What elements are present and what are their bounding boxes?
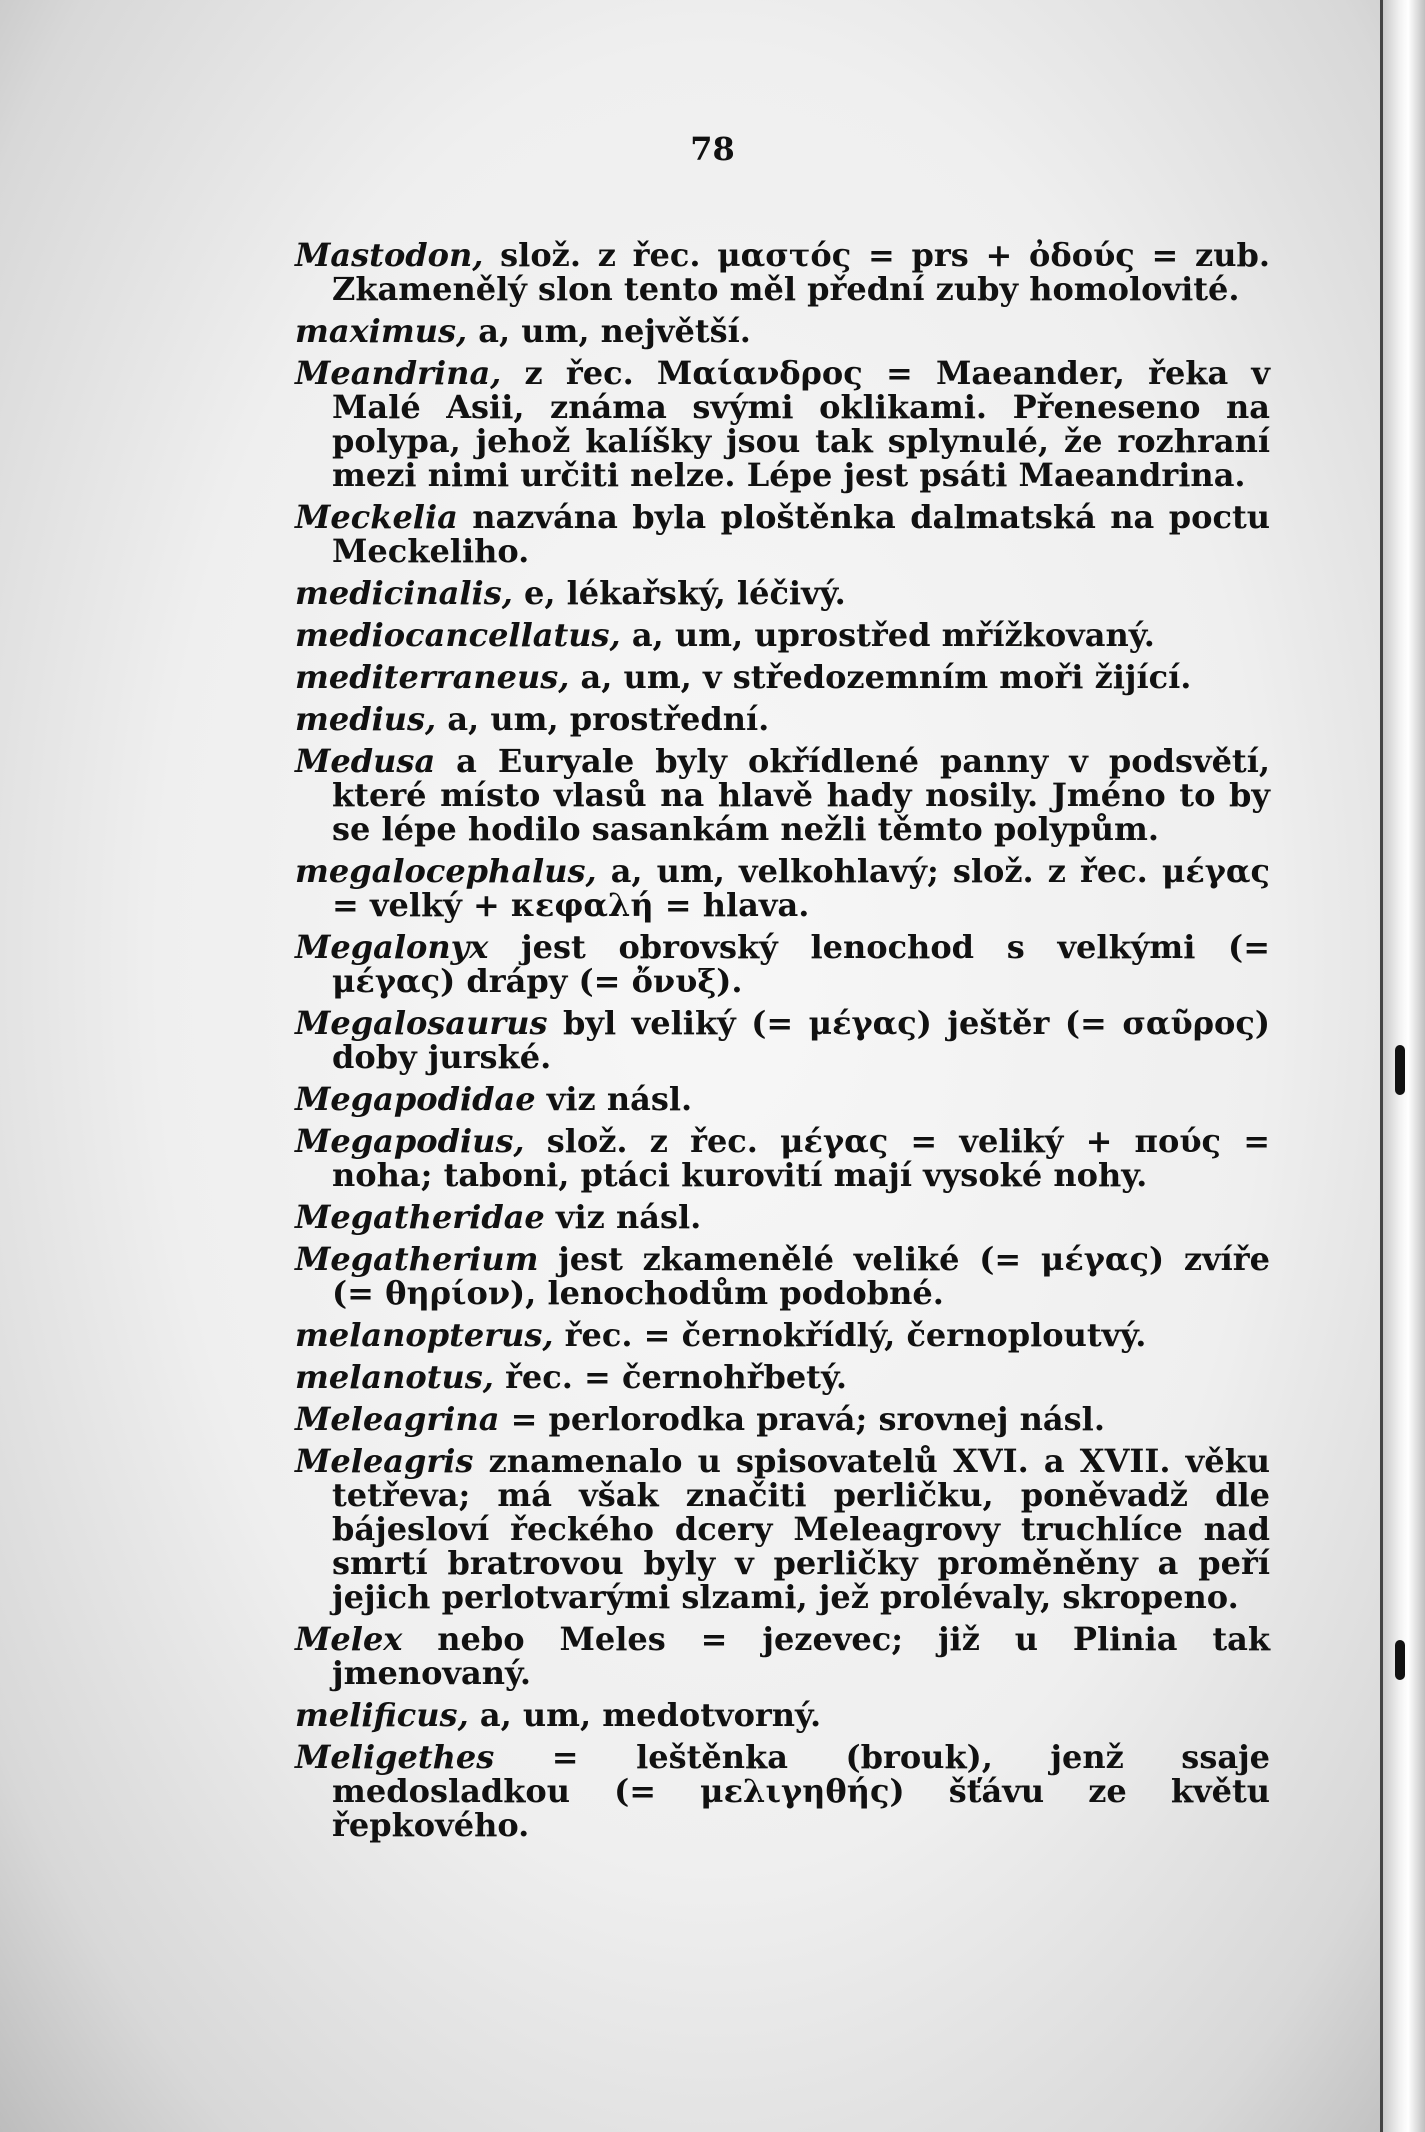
entry-term: Mastodon, <box>295 236 484 274</box>
entry-definition: z řec. Μαίανδρος = Maeander, řeka v Malé Asii, známa svými oklikami. Přeneseno na polypa, jehož kalíšky jsou tak splynulé, že rozhraní mezi nimi určiti nelze. Lépe jest psáti Maeandrina. <box>332 354 1270 494</box>
dictionary-entry <box>295 1402 1270 1436</box>
entry-definition: a Euryale byly okřídlené panny v podsvětí, které místo vlasů na hlavě hady nosily. Jméno to by se lépe hodilo sasankám nežli těmto polypům. <box>332 742 1270 848</box>
entry-definition: a, um, největší. <box>467 312 751 350</box>
dictionary-entry <box>295 854 1270 922</box>
entry-definition: byl veliký (= μέγας) ještěr (= σαῦρος) doby jurské. <box>332 1004 1270 1076</box>
dictionary-entry <box>295 314 1270 348</box>
entry-definition: viz násl. <box>544 1198 702 1236</box>
entry-term: medius, <box>295 700 437 738</box>
dictionary-entry <box>295 1200 1270 1234</box>
dictionary-entry <box>295 576 1270 610</box>
entry-term: melanotus, <box>295 1358 494 1396</box>
dictionary-entry <box>295 356 1270 492</box>
entry-definition: slož. z řec. μαστός = prs + ὀδούς = zub. Zkamenělý slon tento měl přední zuby homolovité. <box>332 236 1270 308</box>
entry-definition: a, um, medotvorný. <box>468 1696 822 1734</box>
entry-term: Medusa <box>295 742 436 780</box>
entry-definition: = leštěnka (brouk), jenž ssaje medosladkou (= μελιγηθής) šťávu ze květu řepkového. <box>332 1738 1270 1844</box>
entry-term: Meckelia <box>295 498 458 536</box>
entry-term: medicinalis, <box>295 574 513 612</box>
entry-definition: řec. = černokřídlý, černoploutvý. <box>553 1316 1147 1354</box>
dictionary-entry <box>295 1082 1270 1116</box>
dictionary-entry <box>295 618 1270 652</box>
spine-mark <box>1395 1045 1405 1095</box>
dictionary-entry <box>295 660 1270 694</box>
dictionary-entry <box>295 702 1270 736</box>
dictionary-entry <box>295 1360 1270 1394</box>
entry-definition: a, um, velkohlavý; slož. z řec. μέγας = velký + κεφαλή = hlava. <box>332 852 1270 924</box>
dictionary-entry <box>295 1006 1270 1074</box>
dictionary-entry <box>295 1698 1270 1732</box>
entry-term: Melex <box>295 1620 403 1658</box>
dictionary-entries <box>295 238 1270 1850</box>
dictionary-entry <box>295 500 1270 568</box>
entry-term: megalocephalus, <box>295 852 597 890</box>
entry-definition: nazvána byla ploštěnka dalmatská na poctu Meckeliho. <box>332 498 1270 570</box>
entry-term: Meandrina, <box>295 354 502 392</box>
entry-term: Meleagrina <box>295 1400 500 1438</box>
entry-term: Megatherium <box>295 1240 539 1278</box>
entry-definition: slož. z řec. μέγας = veliký + πούς = noha; taboni, ptáci kurovití mají vysoké nohy. <box>332 1122 1270 1194</box>
dictionary-entry <box>295 1242 1270 1310</box>
entry-definition: a, um, prostřední. <box>436 700 770 738</box>
dictionary-entry <box>295 238 1270 306</box>
entry-definition: nebo Meles = jezevec; již u Plinia tak jmenovaný. <box>332 1620 1270 1692</box>
entry-term: mediocancellatus, <box>295 616 621 654</box>
entry-term: Meligethes <box>295 1738 495 1776</box>
dictionary-entry <box>295 1318 1270 1352</box>
entry-definition: řec. = černohřbetý. <box>493 1358 848 1396</box>
entry-definition: = perlorodka pravá; srovnej násl. <box>499 1400 1105 1438</box>
entry-term: Megapodidae <box>295 1080 536 1118</box>
entry-term: Megalonyx <box>295 928 489 966</box>
entry-definition: viz násl. <box>535 1080 693 1118</box>
entry-term: Megalosaurus <box>295 1004 548 1042</box>
dictionary-entry <box>295 1622 1270 1690</box>
dictionary-entry <box>295 1124 1270 1192</box>
entry-term: Megatheridae <box>295 1198 545 1236</box>
entry-term: mediterraneus, <box>295 658 570 696</box>
dictionary-entry <box>295 744 1270 846</box>
entry-definition: e, lékařský, léčivý. <box>512 574 846 612</box>
entry-term: Megapodius, <box>295 1122 525 1160</box>
dictionary-entry <box>295 1740 1270 1842</box>
entry-term: melanopterus, <box>295 1316 554 1354</box>
dictionary-entry <box>295 1444 1270 1614</box>
book-spine <box>1380 0 1425 2132</box>
entry-definition: jest obrovský lenochod s velkými (= μέγας) drápy (= ὄνυξ). <box>332 928 1270 1000</box>
page-number: 78 <box>690 130 735 168</box>
entry-term: melificus, <box>295 1696 469 1734</box>
entry-definition: znamenalo u spisovatelů XVI. a XVII. věku tetřeva; má však značiti perličku, poněvadž dle bájesloví řeckého dcery Meleagrovy truchlíce nad smrtí bratrovou byly v perličky proměněny a peří jejich perlotvarými slzami, jež prolévaly, skropeno. <box>332 1442 1270 1616</box>
spine-mark <box>1395 1640 1405 1680</box>
entry-term: maximus, <box>295 312 468 350</box>
entry-term: Meleagris <box>295 1442 474 1480</box>
entry-definition: a, um, uprostřed mřížkovaný. <box>620 616 1155 654</box>
dictionary-entry <box>295 930 1270 998</box>
entry-definition: jest zkamenělé veliké (= μέγας) zvíře (= θηρίον), lenochodům podobné. <box>332 1240 1270 1312</box>
entry-definition: a, um, v středozemním moři žijící. <box>569 658 1192 696</box>
